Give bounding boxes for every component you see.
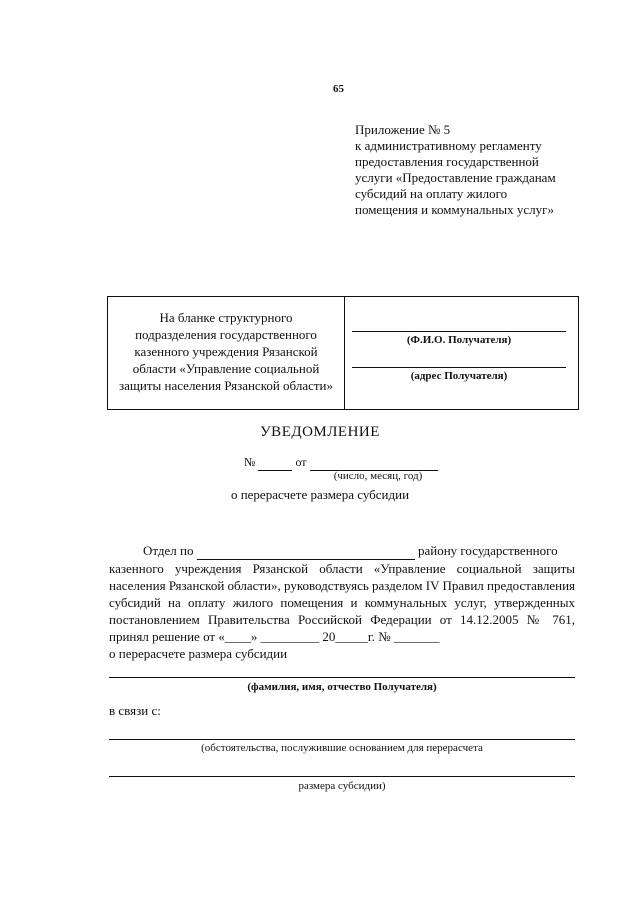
from-label: от <box>295 455 307 469</box>
appendix-header <box>355 122 605 218</box>
dept-prefix: Отдел по <box>143 543 194 558</box>
appendix-line: услуги «Предоставление гражданам <box>355 170 556 185</box>
letterhead-line: защиты населения Рязанской области» <box>118 378 334 393</box>
dept-line <box>109 542 575 560</box>
number-blank <box>258 455 292 471</box>
recipient-name-caption: (Ф.И.О. Получателя) <box>406 334 512 346</box>
reason-label: в связи с: <box>109 703 161 718</box>
letterhead-line: казенного учреждения Рязанской <box>134 344 318 359</box>
notice-title: УВЕДОМЛЕНИЕ <box>260 424 380 440</box>
appendix-line: предоставления государственной <box>355 154 539 169</box>
appendix-line: Приложение № 5 <box>355 122 451 137</box>
recipient-name-line <box>352 331 566 332</box>
fio-line <box>109 677 575 678</box>
recipient-address-line <box>352 367 566 368</box>
reason-line-2 <box>109 776 575 777</box>
letterhead-box <box>107 296 579 410</box>
letterhead-text <box>112 309 340 394</box>
letterhead-line: области «Управление социальной <box>132 361 320 376</box>
reason-caption-1: (обстоятельства, послужившие основанием для перерасчета <box>201 742 483 754</box>
recipient-address-caption: (адрес Получателя) <box>410 370 508 382</box>
dept-suffix: району государственного <box>417 543 558 558</box>
number-label: № <box>244 455 256 469</box>
notice-subtitle: о перерасчете размера субсидии <box>230 487 410 502</box>
district-blank <box>197 542 415 560</box>
date-blank <box>310 455 438 471</box>
reason-caption-2: размера субсидии) <box>298 780 386 792</box>
appendix-line: к административному регламенту <box>355 138 542 153</box>
box-divider <box>344 297 345 409</box>
reason-line-1 <box>109 739 575 740</box>
notice-number-row <box>244 455 438 471</box>
page-number: 65 <box>333 83 344 95</box>
body-last-line: о перерасчете размера субсидии <box>109 646 288 661</box>
notice-body <box>109 542 575 662</box>
appendix-line: субсидий на оплату жилого <box>355 186 508 201</box>
body-paragraph: казенного учреждения Рязанской области «Управление социальной защиты населения Рязанской области», руководствуясь разделом IV Правил предоставления субсидий на оплату жилого помещения и коммунальных услуг, утвержденных постановлением Правительства Российской Федерации от 14.12.2005 № 761, принял решение от «____» _________ 20_____г. № _______ <box>109 561 576 644</box>
letterhead-line: На бланке структурного <box>159 310 293 325</box>
appendix-line: помещения и коммунальных услуг» <box>355 202 554 217</box>
letterhead-line: подразделения государственного <box>135 327 317 342</box>
date-caption: (число, месяц, год) <box>333 470 423 482</box>
fio-caption: (фамилия, имя, отчество Получателя) <box>247 681 437 693</box>
